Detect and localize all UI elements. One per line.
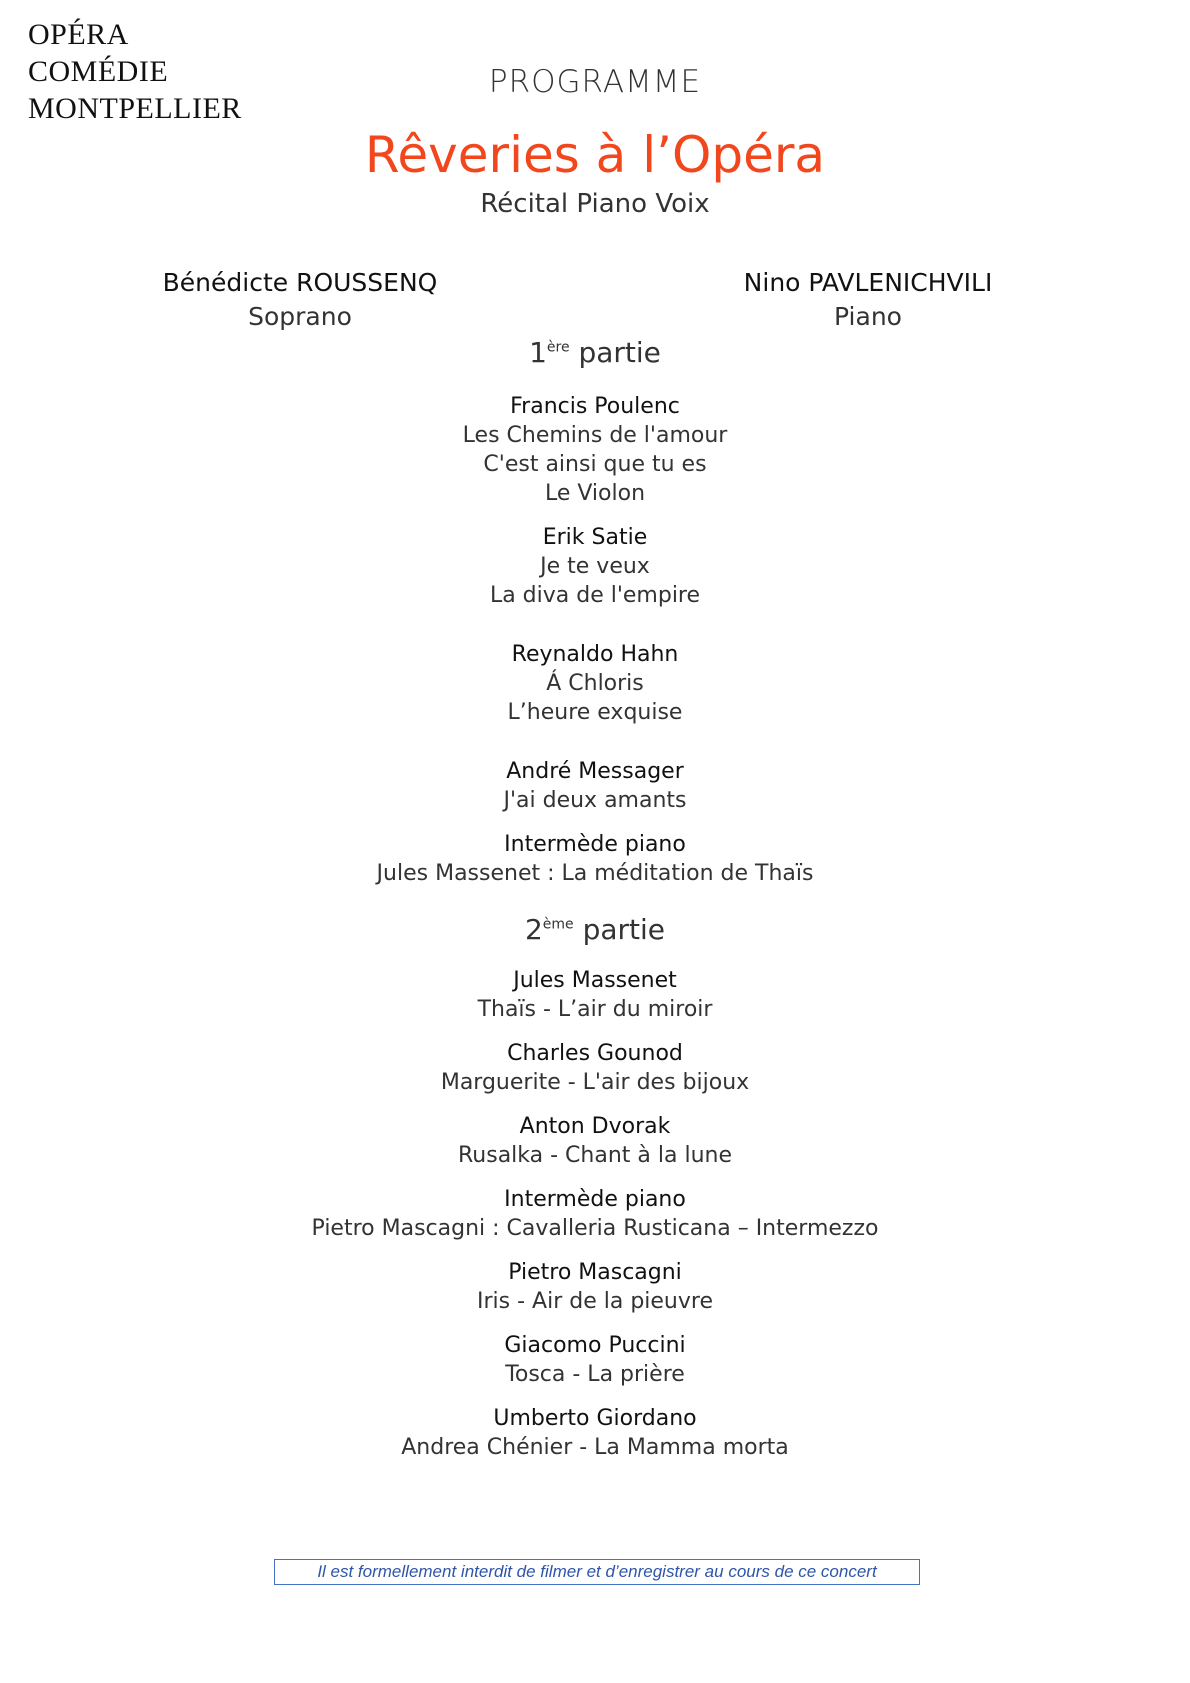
- program-item: [0, 1039, 1190, 1097]
- composer-name: Giacomo Puccini: [504, 1333, 686, 1358]
- program-item: [0, 640, 1190, 727]
- work-title: Le Violon: [544, 481, 646, 506]
- program-item: [0, 1404, 1190, 1462]
- composer-name: André Messager: [506, 759, 684, 784]
- part-1-heading: [0, 336, 1190, 369]
- logo-line: COMÉDIE: [28, 55, 169, 88]
- work-title: Tosca - La prière: [505, 1362, 685, 1387]
- logo-line: MONTPELLIER: [28, 92, 242, 125]
- work-title: Andrea Chénier - La Mamma morta: [401, 1435, 789, 1460]
- work-title: Je te veux: [540, 554, 650, 579]
- composer-name: Anton Dvorak: [519, 1114, 671, 1139]
- composer-name: Reynaldo Hahn: [511, 642, 679, 667]
- concert-subtitle: Récital Piano Voix: [480, 189, 710, 219]
- program-item: [0, 1112, 1190, 1170]
- program-item: [0, 1331, 1190, 1389]
- work-title: Á Chloris: [546, 671, 644, 696]
- composer-name: Intermède piano: [504, 1187, 686, 1212]
- part-number: 1: [529, 336, 547, 369]
- work-title: Marguerite - L'air des bijoux: [440, 1070, 750, 1095]
- part-word: partie: [582, 913, 666, 946]
- work-title: Jules Massenet : La méditation de Thaïs: [376, 861, 814, 886]
- work-title: L’heure exquise: [507, 700, 683, 725]
- work-title: Thaïs - L’air du miroir: [477, 997, 713, 1022]
- performer-role: Piano: [834, 302, 902, 331]
- part-number: 2: [524, 913, 543, 946]
- work-title: Pietro Mascagni : Cavalleria Rusticana – Intermezzo: [311, 1216, 879, 1241]
- composer-name: Jules Massenet: [513, 968, 677, 993]
- composer-name: Intermède piano: [504, 832, 686, 857]
- work-title: C'est ainsi que tu es: [483, 452, 707, 477]
- composer-name: Francis Poulenc: [510, 394, 680, 419]
- program-item: [0, 1185, 1190, 1243]
- program-item: [0, 392, 1190, 508]
- work-title: La diva de l'empire: [489, 583, 701, 608]
- composer-name: Charles Gounod: [507, 1041, 683, 1066]
- part-2-heading: [0, 913, 1190, 946]
- part-suffix: ère: [546, 339, 570, 356]
- programme-label: PROGRAMME: [488, 64, 702, 100]
- concert-title: Rêveries à l’Opéra: [364, 126, 826, 184]
- recording-prohibited-notice: Il est formellement interdit de filmer et d’enregistrer au cours de ce concert: [274, 1559, 920, 1585]
- program-item: [0, 523, 1190, 610]
- program-item: [0, 830, 1190, 888]
- composer-name: Pietro Mascagni: [508, 1260, 682, 1285]
- composer-name: Erik Satie: [542, 525, 648, 550]
- program-item: [0, 966, 1190, 1024]
- logo-line: OPÉRA: [28, 18, 129, 51]
- performer-soprano: [100, 266, 500, 334]
- program-item: [0, 1258, 1190, 1316]
- work-title: Iris - Air de la pieuvre: [477, 1289, 713, 1314]
- performer-role: Soprano: [248, 302, 352, 331]
- program-item: [0, 757, 1190, 815]
- work-title: Les Chemins de l'amour: [462, 423, 728, 448]
- performer-piano: [668, 266, 1068, 334]
- performer-name: Bénédicte ROUSSENQ: [162, 268, 438, 297]
- work-title: Rusalka - Chant à la lune: [457, 1143, 732, 1168]
- work-title: J'ai deux amants: [503, 788, 687, 813]
- part-suffix: ème: [542, 916, 574, 933]
- performer-name: Nino PAVLENICHVILI: [743, 268, 993, 297]
- composer-name: Umberto Giordano: [493, 1406, 697, 1431]
- part-word: partie: [578, 336, 661, 369]
